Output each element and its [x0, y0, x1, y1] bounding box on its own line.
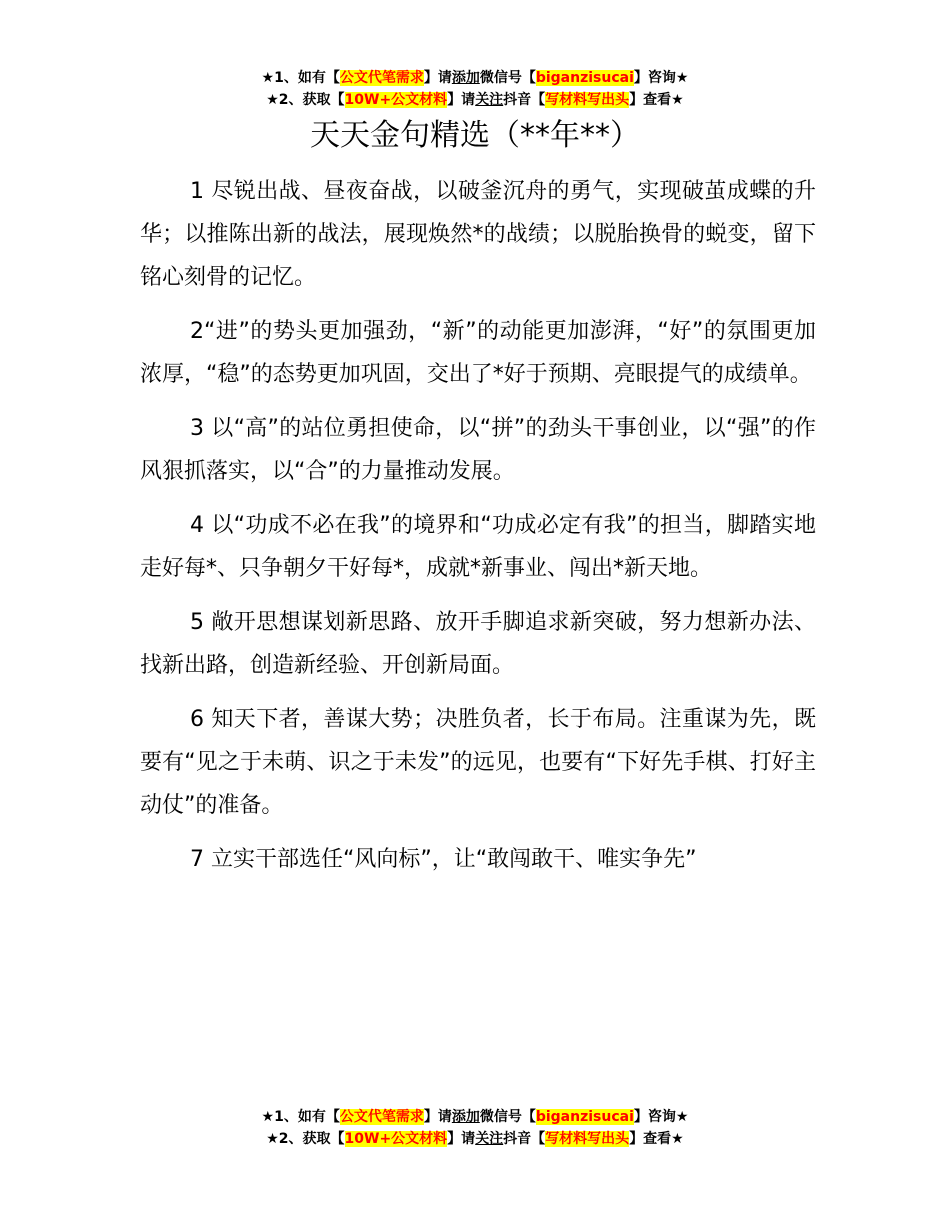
banner-text: ★2、获取【: [266, 1131, 345, 1147]
highlight-wechat-id: biganzisucai: [535, 1109, 634, 1125]
underlined-add: 添加: [451, 70, 480, 86]
banner-line-1: [0, 1106, 950, 1128]
banner-text: 】请: [447, 1131, 476, 1147]
banner-text: 抖音【: [503, 92, 546, 108]
highlight-materials: 10W+公文材料: [344, 1131, 448, 1147]
highlight-materials: 10W+公文材料: [344, 92, 448, 108]
highlight-need: 公文代笔需求: [339, 70, 424, 86]
underlined-follow: 关注: [475, 92, 504, 108]
banner-text: 微信号【: [479, 70, 536, 86]
underlined-follow: 关注: [475, 1131, 504, 1147]
paragraph-5: 5 敞开思想谋划新思路、放开手脚追求新突破，努力想新办法、找新出路，创造新经验、开创新局面。: [140, 610, 816, 678]
banner-text: 】请: [423, 1109, 452, 1125]
banner-text: 】查看★: [629, 92, 684, 108]
highlight-douyin: 写材料写出头: [545, 92, 630, 108]
banner-text: 微信号【: [479, 1109, 536, 1125]
underlined-add: 添加: [451, 1109, 480, 1125]
paragraph-2: 2“进”的势头更加强劲，“新”的动能更加澎湃，“好”的氛围更加浓厚，“稳”的态势更加巩固，交出了*好于预期、亮眼提气的成绩单。: [140, 319, 816, 387]
banner-text: ★1、如有【: [261, 1109, 340, 1125]
paragraph-7: 7 立实干部选任“风向标”，让“敢闯敢干、唯实争先”: [190, 847, 697, 872]
page-title: 天天金句精选（**年**）: [310, 118, 640, 153]
banner-text: 】请: [447, 92, 476, 108]
banner-text: 】咨询★: [633, 1109, 689, 1125]
header-banner: [0, 67, 950, 111]
banner-line-1: [0, 67, 950, 89]
banner-text: 】请: [423, 70, 452, 86]
paragraph-3: 3 以“高”的站位勇担使命，以“拼”的劲头干事创业，以“强”的作风狠抓落实，以“合”的力量推动发展。: [140, 416, 816, 484]
paragraph-1: 1 尽锐出战、昼夜奋战，以破釜沉舟的勇气，实现破茧成蝶的升华；以推陈出新的战法，展现焕然*的战绩；以脱胎换骨的蜕变，留下铭心刻骨的记忆。: [140, 179, 816, 290]
footer-banner: [0, 1106, 950, 1150]
banner-text: 】查看★: [629, 1131, 684, 1147]
highlight-wechat-id: biganzisucai: [535, 70, 634, 86]
highlight-need: 公文代笔需求: [339, 1109, 424, 1125]
banner-line-2: [0, 89, 950, 111]
banner-text: 抖音【: [503, 1131, 546, 1147]
banner-text: ★2、获取【: [266, 92, 345, 108]
banner-line-2: [0, 1128, 950, 1150]
banner-text: ★1、如有【: [261, 70, 340, 86]
document-body: [140, 170, 816, 892]
paragraph-4: 4 以“功成不必在我”的境界和“功成必定有我”的担当，脚踏实地走好每*、只争朝夕干好每*，成就*新事业、闯出*新天地。: [140, 513, 816, 581]
paragraph-6: 6 知天下者，善谋大势；决胜负者，长于布局。注重谋为先，既要有“见之于未萌、识之于未发”的远见，也要有“下好先手棋、打好主动仗”的准备。: [140, 707, 816, 818]
banner-text: 】咨询★: [633, 70, 689, 86]
highlight-douyin: 写材料写出头: [545, 1131, 630, 1147]
